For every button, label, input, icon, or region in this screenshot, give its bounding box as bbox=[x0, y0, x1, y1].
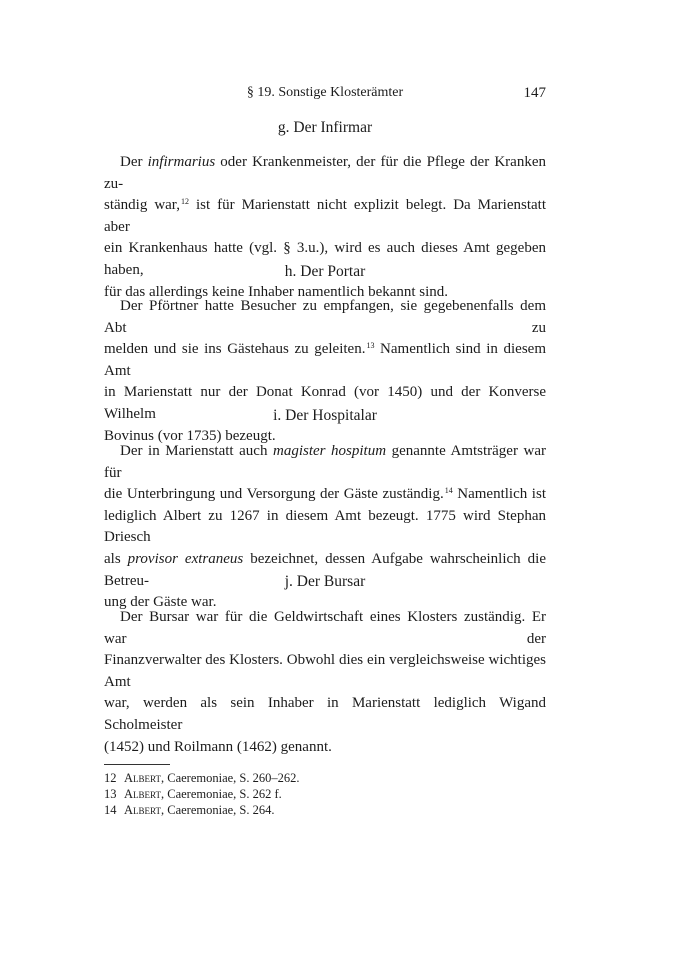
paragraph-line: Der in Marienstatt auch magister hospitum genannte Amtsträger war für bbox=[104, 443, 546, 481]
paragraph-line: melden und sie ins Gästehaus zu geleiten.$^{13}$ Namentlich sind in diesem Amt bbox=[104, 341, 546, 379]
paragraph-line: Der Pförtner hatte Besucher zu empfangen, sie gegebenenfalls dem Abt zu bbox=[104, 298, 546, 336]
running-head bbox=[104, 84, 546, 102]
paragraph-bursar bbox=[104, 607, 546, 758]
paragraph-line: (1452) und Roilmann (1462) genannt. bbox=[104, 738, 332, 755]
paragraph-line: Der Bursar war für die Geldwirtschaft eines Klosters zuständig. Er war der bbox=[104, 609, 546, 647]
footnote-number: 14 bbox=[104, 803, 117, 817]
section-heading-hospitalar: i. Der Hospitalar bbox=[273, 407, 377, 424]
paragraph-line: war, werden als sein Inhaber in Marienstatt lediglich Wigand Scholmeister bbox=[104, 695, 546, 733]
paragraph-line: ein Krankenhaus hatte (vgl. § 3.u.), wird es auch dieses Amt gegeben haben, bbox=[104, 240, 546, 278]
running-head-title: § 19. Sonstige Klosterämter bbox=[246, 85, 404, 100]
section-heading-infirmar: g. Der Infirmar bbox=[277, 119, 373, 136]
footnote-number: 12 bbox=[104, 771, 117, 785]
paragraph-line: Finanzverwalter des Klosters. Obwohl dies ein vergleichsweise wichtiges Amt bbox=[104, 652, 546, 690]
footnote-number: 13 bbox=[104, 787, 117, 801]
footnotes bbox=[104, 770, 546, 818]
italic-term: infirmarius bbox=[147, 154, 216, 170]
footnote-marker: 14 bbox=[444, 486, 453, 496]
footnote-entry bbox=[104, 770, 546, 786]
footnote-rule bbox=[104, 764, 170, 765]
paragraph-line: in Marienstatt nur der Donat Konrad (vor 1450) und der Konverse Wilhelm bbox=[104, 384, 546, 422]
paragraph-line: Der infirmarius oder Krankenmeister, der für die Pflege der Kranken zu- bbox=[104, 154, 546, 192]
footnote-marker: 12 bbox=[180, 197, 189, 207]
paragraph-line: ständig war,$^{12}$ ist für Marienstatt nicht explizit belegt. Da Marienstatt aber bbox=[104, 197, 546, 235]
italic-term: magister hospitum bbox=[273, 443, 387, 459]
paragraph-line: die Unterbringung und Versorgung der Gäste zuständig.$^{14}$ Namentlich ist bbox=[104, 486, 546, 503]
section-heading-bursar: j. Der Bursar bbox=[284, 573, 366, 590]
paragraph-line: als provisor extraneus bezeichnet, dessen Aufgabe wahrscheinlich die Betreu- bbox=[104, 550, 546, 589]
footnote-author: Albert bbox=[124, 803, 161, 817]
section-heading-portar: h. Der Portar bbox=[284, 263, 366, 280]
footnote-text: , Caeremoniae, S. 260–262. bbox=[161, 771, 300, 785]
italic-term: provisor extraneus bbox=[127, 550, 244, 567]
paragraph-line: für das allerdings keine Inhaber namentlich bekannt sind. bbox=[104, 283, 449, 300]
footnote-author: Albert bbox=[124, 771, 161, 785]
footnote-text: , Caeremoniae, S. 262 f. bbox=[161, 787, 282, 801]
footnote-text: , Caeremoniae, S. 264. bbox=[161, 803, 275, 817]
paragraph-line: lediglich Albert zu 1267 in diesem Amt bezeugt. 1775 wird Stephan Driesch bbox=[104, 507, 546, 546]
page-number: 147 bbox=[523, 85, 546, 101]
paragraph-line: Bovinus (vor 1735) bezeugt. bbox=[104, 427, 276, 444]
paragraph-line: ung der Gäste war. bbox=[104, 594, 217, 611]
footnote-author: Albert bbox=[124, 787, 161, 801]
footnote-marker: 13 bbox=[366, 341, 375, 351]
footnote-entry bbox=[104, 786, 546, 802]
footnote-entry bbox=[104, 802, 546, 818]
